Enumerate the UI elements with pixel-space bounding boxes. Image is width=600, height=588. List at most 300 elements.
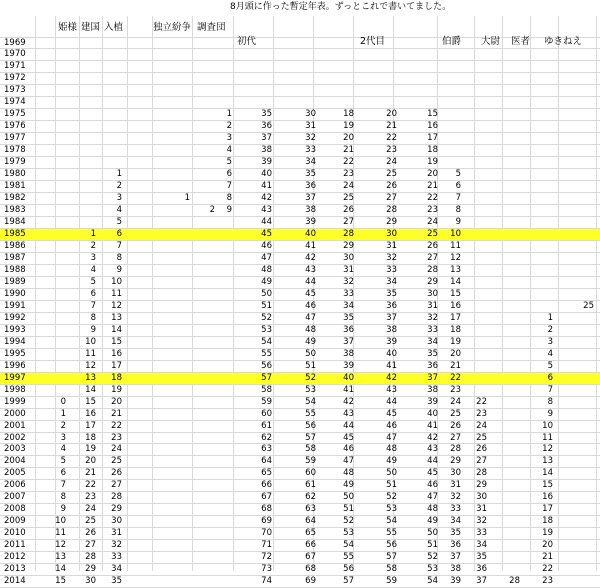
value-cell[interactable]: 26 <box>450 421 461 431</box>
value-cell[interactable]: 53 <box>305 385 316 395</box>
value-cell[interactable]: 74 <box>261 576 272 586</box>
value-cell[interactable]: 54 <box>305 397 316 407</box>
value-cell[interactable]: 40 <box>343 373 354 383</box>
value-cell[interactable]: 15 <box>85 397 96 407</box>
value-cell[interactable]: 22 <box>476 397 487 407</box>
value-cell[interactable]: 2 <box>547 325 553 335</box>
value-cell[interactable]: 26 <box>85 528 96 538</box>
value-cell[interactable]: 8 <box>226 193 232 203</box>
value-cell[interactable]: 53 <box>343 528 354 538</box>
value-cell[interactable]: 25 <box>583 301 594 311</box>
value-cell[interactable]: 38 <box>427 385 438 395</box>
value-cell[interactable]: 71 <box>261 540 272 550</box>
value-cell[interactable]: 24 <box>427 217 438 227</box>
value-cell[interactable]: 72 <box>261 552 272 562</box>
value-cell[interactable]: 28 <box>85 552 96 562</box>
value-cell[interactable]: 17 <box>85 421 96 431</box>
value-cell[interactable]: 36 <box>261 121 272 131</box>
value-cell[interactable]: 45 <box>261 229 272 239</box>
value-cell[interactable]: 15 <box>542 480 553 490</box>
year-cell[interactable]: 1987 <box>4 253 26 263</box>
value-cell[interactable]: 38 <box>386 325 397 335</box>
value-cell[interactable]: 61 <box>305 480 316 490</box>
value-cell[interactable]: 23 <box>427 205 438 215</box>
value-cell[interactable]: 31 <box>111 528 122 538</box>
value-cell[interactable]: 37 <box>427 373 438 383</box>
value-cell[interactable]: 36 <box>450 540 461 550</box>
value-cell[interactable]: 43 <box>305 265 316 275</box>
value-cell[interactable]: 28 <box>386 205 397 215</box>
value-cell[interactable]: 4 <box>547 349 553 359</box>
value-cell[interactable]: 5 <box>90 277 96 287</box>
value-cell[interactable]: 44 <box>343 421 354 431</box>
value-cell[interactable]: 49 <box>305 337 316 347</box>
value-cell[interactable]: 46 <box>261 241 272 251</box>
value-cell[interactable]: 48 <box>427 504 438 514</box>
year-cell[interactable]: 2000 <box>4 409 26 419</box>
value-cell[interactable]: 35 <box>343 313 354 323</box>
value-cell[interactable]: 41 <box>427 421 438 431</box>
value-cell[interactable]: 43 <box>427 444 438 454</box>
value-cell[interactable]: 44 <box>261 217 272 227</box>
value-cell[interactable]: 2 <box>209 205 215 215</box>
value-cell[interactable]: 19 <box>343 121 354 131</box>
value-cell[interactable]: 35 <box>386 289 397 299</box>
value-cell[interactable]: 24 <box>450 397 461 407</box>
value-cell[interactable]: 1 <box>226 109 232 119</box>
value-cell[interactable]: 67 <box>261 492 272 502</box>
value-cell[interactable]: 11 <box>542 433 553 443</box>
value-cell[interactable]: 49 <box>386 456 397 466</box>
value-cell[interactable]: 23 <box>343 169 354 179</box>
year-cell[interactable]: 1990 <box>4 289 26 299</box>
value-cell[interactable]: 7 <box>116 241 122 251</box>
value-cell[interactable]: 36 <box>343 325 354 335</box>
value-cell[interactable]: 3 <box>116 193 122 203</box>
value-cell[interactable]: 9 <box>60 504 66 514</box>
value-cell[interactable]: 23 <box>386 145 397 155</box>
value-cell[interactable]: 29 <box>450 456 461 466</box>
value-cell[interactable]: 13 <box>85 373 96 383</box>
year-cell[interactable]: 1974 <box>4 97 26 107</box>
year-cell[interactable]: 1977 <box>4 133 26 143</box>
year-cell[interactable]: 2006 <box>4 480 26 490</box>
value-cell[interactable]: 35 <box>305 169 316 179</box>
value-cell[interactable]: 29 <box>427 277 438 287</box>
value-cell[interactable]: 15 <box>111 337 122 347</box>
value-cell[interactable]: 28 <box>343 229 354 239</box>
value-cell[interactable]: 7 <box>60 480 66 490</box>
value-cell[interactable]: 18 <box>427 145 438 155</box>
value-cell[interactable]: 42 <box>305 253 316 263</box>
value-cell[interactable]: 58 <box>386 564 397 574</box>
value-cell[interactable]: 17 <box>542 504 553 514</box>
value-cell[interactable]: 47 <box>427 492 438 502</box>
value-cell[interactable]: 25 <box>85 516 96 526</box>
year-cell[interactable]: 1975 <box>4 109 26 119</box>
value-cell[interactable]: 22 <box>450 373 461 383</box>
value-cell[interactable]: 49 <box>261 277 272 287</box>
value-cell[interactable]: 2 <box>116 181 122 191</box>
value-cell[interactable]: 53 <box>427 564 438 574</box>
value-cell[interactable]: 39 <box>261 157 272 167</box>
value-cell[interactable]: 24 <box>476 421 487 431</box>
value-cell[interactable]: 70 <box>261 528 272 538</box>
value-cell[interactable]: 35 <box>450 528 461 538</box>
value-cell[interactable]: 0 <box>60 397 66 407</box>
value-cell[interactable]: 51 <box>343 504 354 514</box>
value-cell[interactable]: 6 <box>547 373 553 383</box>
value-cell[interactable]: 31 <box>386 241 397 251</box>
value-cell[interactable]: 13 <box>55 552 66 562</box>
year-cell[interactable]: 1991 <box>4 301 26 311</box>
year-cell[interactable]: 1973 <box>4 85 26 95</box>
value-cell[interactable]: 29 <box>386 217 397 227</box>
value-cell[interactable]: 4 <box>90 265 96 275</box>
value-cell[interactable]: 5 <box>547 361 553 371</box>
value-cell[interactable]: 26 <box>427 241 438 251</box>
year-cell[interactable]: 1970 <box>4 49 26 59</box>
value-cell[interactable]: 9 <box>90 325 96 335</box>
value-cell[interactable]: 36 <box>427 361 438 371</box>
value-cell[interactable]: 27 <box>111 480 122 490</box>
value-cell[interactable]: 8 <box>90 313 96 323</box>
value-cell[interactable]: 60 <box>305 468 316 478</box>
value-cell[interactable]: 48 <box>305 325 316 335</box>
value-cell[interactable]: 5 <box>455 169 461 179</box>
value-cell[interactable]: 39 <box>343 361 354 371</box>
value-cell[interactable]: 18 <box>343 109 354 119</box>
year-cell[interactable]: 2011 <box>4 540 26 550</box>
year-cell[interactable]: 1992 <box>4 313 26 323</box>
value-cell[interactable]: 14 <box>85 385 96 395</box>
value-cell[interactable]: 3 <box>60 433 66 443</box>
value-cell[interactable]: 47 <box>386 433 397 443</box>
value-cell[interactable]: 12 <box>542 444 553 454</box>
value-cell[interactable]: 33 <box>476 528 487 538</box>
value-cell[interactable]: 28 <box>427 265 438 275</box>
value-cell[interactable]: 36 <box>476 564 487 574</box>
value-cell[interactable]: 52 <box>343 516 354 526</box>
value-cell[interactable]: 7 <box>547 385 553 395</box>
value-cell[interactable]: 8 <box>60 492 66 502</box>
value-cell[interactable]: 55 <box>261 349 272 359</box>
value-cell[interactable]: 57 <box>343 576 354 586</box>
value-cell[interactable]: 16 <box>542 492 553 502</box>
value-cell[interactable]: 3 <box>547 337 553 347</box>
year-cell[interactable]: 1993 <box>4 325 26 335</box>
value-cell[interactable]: 48 <box>343 468 354 478</box>
value-cell[interactable]: 51 <box>386 480 397 490</box>
year-cell[interactable]: 2001 <box>4 421 26 431</box>
year-cell[interactable]: 1976 <box>4 121 26 131</box>
value-cell[interactable]: 13 <box>111 313 122 323</box>
value-cell[interactable]: 18 <box>542 516 553 526</box>
value-cell[interactable]: 40 <box>386 349 397 359</box>
value-cell[interactable]: 15 <box>55 576 66 586</box>
value-cell[interactable]: 58 <box>261 385 272 395</box>
value-cell[interactable]: 61 <box>261 421 272 431</box>
value-cell[interactable]: 30 <box>476 492 487 502</box>
value-cell[interactable]: 43 <box>261 205 272 215</box>
year-cell[interactable]: 1982 <box>4 193 26 203</box>
value-cell[interactable]: 33 <box>386 265 397 275</box>
value-cell[interactable]: 37 <box>386 313 397 323</box>
value-cell[interactable]: 28 <box>111 492 122 502</box>
year-cell[interactable]: 1998 <box>4 385 26 395</box>
value-cell[interactable]: 21 <box>343 145 354 155</box>
value-cell[interactable]: 43 <box>386 385 397 395</box>
value-cell[interactable]: 11 <box>85 349 96 359</box>
value-cell[interactable]: 2 <box>226 121 232 131</box>
value-cell[interactable]: 34 <box>386 277 397 287</box>
value-cell[interactable]: 41 <box>261 181 272 191</box>
value-cell[interactable]: 52 <box>427 552 438 562</box>
value-cell[interactable]: 32 <box>305 133 316 143</box>
value-cell[interactable]: 25 <box>386 169 397 179</box>
value-cell[interactable]: 27 <box>85 540 96 550</box>
value-cell[interactable]: 17 <box>111 361 122 371</box>
value-cell[interactable]: 32 <box>343 277 354 287</box>
value-cell[interactable]: 22 <box>427 193 438 203</box>
value-cell[interactable]: 8 <box>455 205 461 215</box>
value-cell[interactable]: 1 <box>547 313 553 323</box>
value-cell[interactable]: 57 <box>386 552 397 562</box>
value-cell[interactable]: 6 <box>90 289 96 299</box>
value-cell[interactable]: 62 <box>261 433 272 443</box>
value-cell[interactable]: 56 <box>343 564 354 574</box>
value-cell[interactable]: 18 <box>111 373 122 383</box>
value-cell[interactable]: 19 <box>427 157 438 167</box>
value-cell[interactable]: 48 <box>261 265 272 275</box>
value-cell[interactable]: 12 <box>85 361 96 371</box>
value-cell[interactable]: 46 <box>427 480 438 490</box>
value-cell[interactable]: 11 <box>450 241 461 251</box>
value-cell[interactable]: 14 <box>450 277 461 287</box>
value-cell[interactable]: 12 <box>450 253 461 263</box>
value-cell[interactable]: 25 <box>476 433 487 443</box>
value-cell[interactable]: 66 <box>305 540 316 550</box>
value-cell[interactable]: 1 <box>184 193 190 203</box>
value-cell[interactable]: 22 <box>111 421 122 431</box>
value-cell[interactable]: 54 <box>427 576 438 586</box>
value-cell[interactable]: 20 <box>427 169 438 179</box>
value-cell[interactable]: 34 <box>111 564 122 574</box>
value-cell[interactable]: 29 <box>343 241 354 251</box>
value-cell[interactable]: 27 <box>476 456 487 466</box>
value-cell[interactable]: 45 <box>386 409 397 419</box>
value-cell[interactable]: 26 <box>386 181 397 191</box>
value-cell[interactable]: 25 <box>343 193 354 203</box>
value-cell[interactable]: 19 <box>111 385 122 395</box>
value-cell[interactable]: 14 <box>111 325 122 335</box>
value-cell[interactable]: 35 <box>476 552 487 562</box>
value-cell[interactable]: 18 <box>450 325 461 335</box>
value-cell[interactable]: 23 <box>450 385 461 395</box>
value-cell[interactable]: 49 <box>427 516 438 526</box>
value-cell[interactable]: 64 <box>261 456 272 466</box>
year-cell[interactable]: 2003 <box>4 444 26 454</box>
value-cell[interactable]: 34 <box>450 516 461 526</box>
value-cell[interactable]: 63 <box>305 504 316 514</box>
value-cell[interactable]: 14 <box>542 468 553 478</box>
value-cell[interactable]: 31 <box>305 121 316 131</box>
year-cell[interactable]: 1995 <box>4 349 26 359</box>
value-cell[interactable]: 25 <box>427 229 438 239</box>
value-cell[interactable]: 25 <box>111 456 122 466</box>
value-cell[interactable]: 48 <box>386 444 397 454</box>
value-cell[interactable]: 38 <box>305 205 316 215</box>
value-cell[interactable]: 33 <box>450 504 461 514</box>
value-cell[interactable]: 3 <box>226 133 232 143</box>
value-cell[interactable]: 53 <box>261 325 272 335</box>
value-cell[interactable]: 47 <box>343 456 354 466</box>
value-cell[interactable]: 3 <box>90 253 96 263</box>
value-cell[interactable]: 56 <box>386 540 397 550</box>
value-cell[interactable]: 22 <box>386 133 397 143</box>
value-cell[interactable]: 35 <box>261 109 272 119</box>
value-cell[interactable]: 7 <box>226 181 232 191</box>
value-cell[interactable]: 10 <box>85 337 96 347</box>
value-cell[interactable]: 26 <box>111 468 122 478</box>
value-cell[interactable]: 34 <box>427 337 438 347</box>
value-cell[interactable]: 52 <box>305 373 316 383</box>
value-cell[interactable]: 19 <box>85 444 96 454</box>
value-cell[interactable]: 19 <box>450 337 461 347</box>
year-cell[interactable]: 1972 <box>4 73 26 83</box>
value-cell[interactable]: 51 <box>427 540 438 550</box>
value-cell[interactable]: 21 <box>85 468 96 478</box>
value-cell[interactable]: 33 <box>427 325 438 335</box>
value-cell[interactable]: 2 <box>60 421 66 431</box>
year-cell[interactable]: 1978 <box>4 145 26 155</box>
year-cell[interactable]: 1971 <box>4 61 26 71</box>
value-cell[interactable]: 1 <box>90 229 96 239</box>
year-cell[interactable]: 2004 <box>4 456 26 466</box>
value-cell[interactable]: 58 <box>305 444 316 454</box>
year-cell[interactable]: 2008 <box>4 504 26 514</box>
value-cell[interactable]: 43 <box>343 409 354 419</box>
year-cell[interactable]: 1983 <box>4 205 26 215</box>
value-cell[interactable]: 52 <box>386 492 397 502</box>
value-cell[interactable]: 40 <box>261 169 272 179</box>
value-cell[interactable]: 34 <box>305 157 316 167</box>
value-cell[interactable]: 4 <box>226 145 232 155</box>
value-cell[interactable]: 30 <box>450 468 461 478</box>
value-cell[interactable]: 69 <box>305 576 316 586</box>
year-cell[interactable]: 2014 <box>4 576 26 586</box>
value-cell[interactable]: 45 <box>427 468 438 478</box>
value-cell[interactable]: 24 <box>85 504 96 514</box>
value-cell[interactable]: 35 <box>111 576 122 586</box>
value-cell[interactable]: 31 <box>450 480 461 490</box>
year-cell[interactable]: 1986 <box>4 241 26 251</box>
value-cell[interactable]: 54 <box>386 516 397 526</box>
value-cell[interactable]: 20 <box>343 133 354 143</box>
value-cell[interactable]: 47 <box>261 253 272 263</box>
year-cell[interactable]: 1996 <box>4 361 26 371</box>
value-cell[interactable]: 32 <box>450 492 461 502</box>
year-cell[interactable]: 1999 <box>4 397 26 407</box>
value-cell[interactable]: 27 <box>343 217 354 227</box>
value-cell[interactable]: 6 <box>60 468 66 478</box>
value-cell[interactable]: 9 <box>455 217 461 227</box>
value-cell[interactable]: 23 <box>111 433 122 443</box>
value-cell[interactable]: 54 <box>343 540 354 550</box>
value-cell[interactable]: 30 <box>111 516 122 526</box>
value-cell[interactable]: 32 <box>427 313 438 323</box>
value-cell[interactable]: 30 <box>427 289 438 299</box>
year-cell[interactable]: 1969 <box>4 38 26 48</box>
value-cell[interactable]: 33 <box>305 145 316 155</box>
value-cell[interactable]: 6 <box>226 169 232 179</box>
value-cell[interactable]: 65 <box>305 528 316 538</box>
value-cell[interactable]: 37 <box>261 133 272 143</box>
value-cell[interactable]: 9 <box>547 409 553 419</box>
value-cell[interactable]: 68 <box>305 564 316 574</box>
value-cell[interactable]: 40 <box>305 229 316 239</box>
value-cell[interactable]: 35 <box>427 349 438 359</box>
value-cell[interactable]: 49 <box>343 480 354 490</box>
value-cell[interactable]: 23 <box>85 492 96 502</box>
value-cell[interactable]: 11 <box>55 528 66 538</box>
value-cell[interactable]: 59 <box>305 456 316 466</box>
value-cell[interactable]: 30 <box>305 109 316 119</box>
value-cell[interactable]: 50 <box>343 492 354 502</box>
value-cell[interactable]: 50 <box>427 528 438 538</box>
value-cell[interactable]: 19 <box>542 528 553 538</box>
value-cell[interactable]: 65 <box>261 468 272 478</box>
value-cell[interactable]: 6 <box>116 229 122 239</box>
year-cell[interactable]: 2012 <box>4 552 26 562</box>
value-cell[interactable]: 18 <box>85 433 96 443</box>
value-cell[interactable]: 13 <box>542 456 553 466</box>
value-cell[interactable]: 27 <box>386 193 397 203</box>
value-cell[interactable]: 69 <box>261 516 272 526</box>
value-cell[interactable]: 6 <box>455 181 461 191</box>
value-cell[interactable]: 42 <box>427 433 438 443</box>
value-cell[interactable]: 53 <box>386 504 397 514</box>
value-cell[interactable]: 21 <box>450 361 461 371</box>
value-cell[interactable]: 12 <box>111 301 122 311</box>
value-cell[interactable]: 41 <box>305 241 316 251</box>
value-cell[interactable]: 66 <box>261 480 272 490</box>
value-cell[interactable]: 16 <box>111 349 122 359</box>
value-cell[interactable]: 36 <box>386 301 397 311</box>
value-cell[interactable]: 23 <box>476 409 487 419</box>
value-cell[interactable]: 30 <box>386 229 397 239</box>
value-cell[interactable]: 47 <box>305 313 316 323</box>
value-cell[interactable]: 8 <box>116 253 122 263</box>
year-cell[interactable]: 2013 <box>4 564 26 574</box>
value-cell[interactable]: 1 <box>60 409 66 419</box>
value-cell[interactable]: 34 <box>343 301 354 311</box>
year-cell[interactable]: 1994 <box>4 337 26 347</box>
value-cell[interactable]: 34 <box>476 540 487 550</box>
value-cell[interactable]: 14 <box>55 564 66 574</box>
value-cell[interactable]: 31 <box>427 301 438 311</box>
value-cell[interactable]: 24 <box>386 157 397 167</box>
value-cell[interactable]: 20 <box>450 349 461 359</box>
value-cell[interactable]: 57 <box>261 373 272 383</box>
value-cell[interactable]: 51 <box>261 301 272 311</box>
year-cell[interactable]: 2010 <box>4 528 26 538</box>
value-cell[interactable]: 42 <box>343 397 354 407</box>
value-cell[interactable]: 45 <box>305 289 316 299</box>
value-cell[interactable]: 55 <box>386 528 397 538</box>
value-cell[interactable]: 29 <box>85 564 96 574</box>
value-cell[interactable]: 13 <box>450 265 461 275</box>
